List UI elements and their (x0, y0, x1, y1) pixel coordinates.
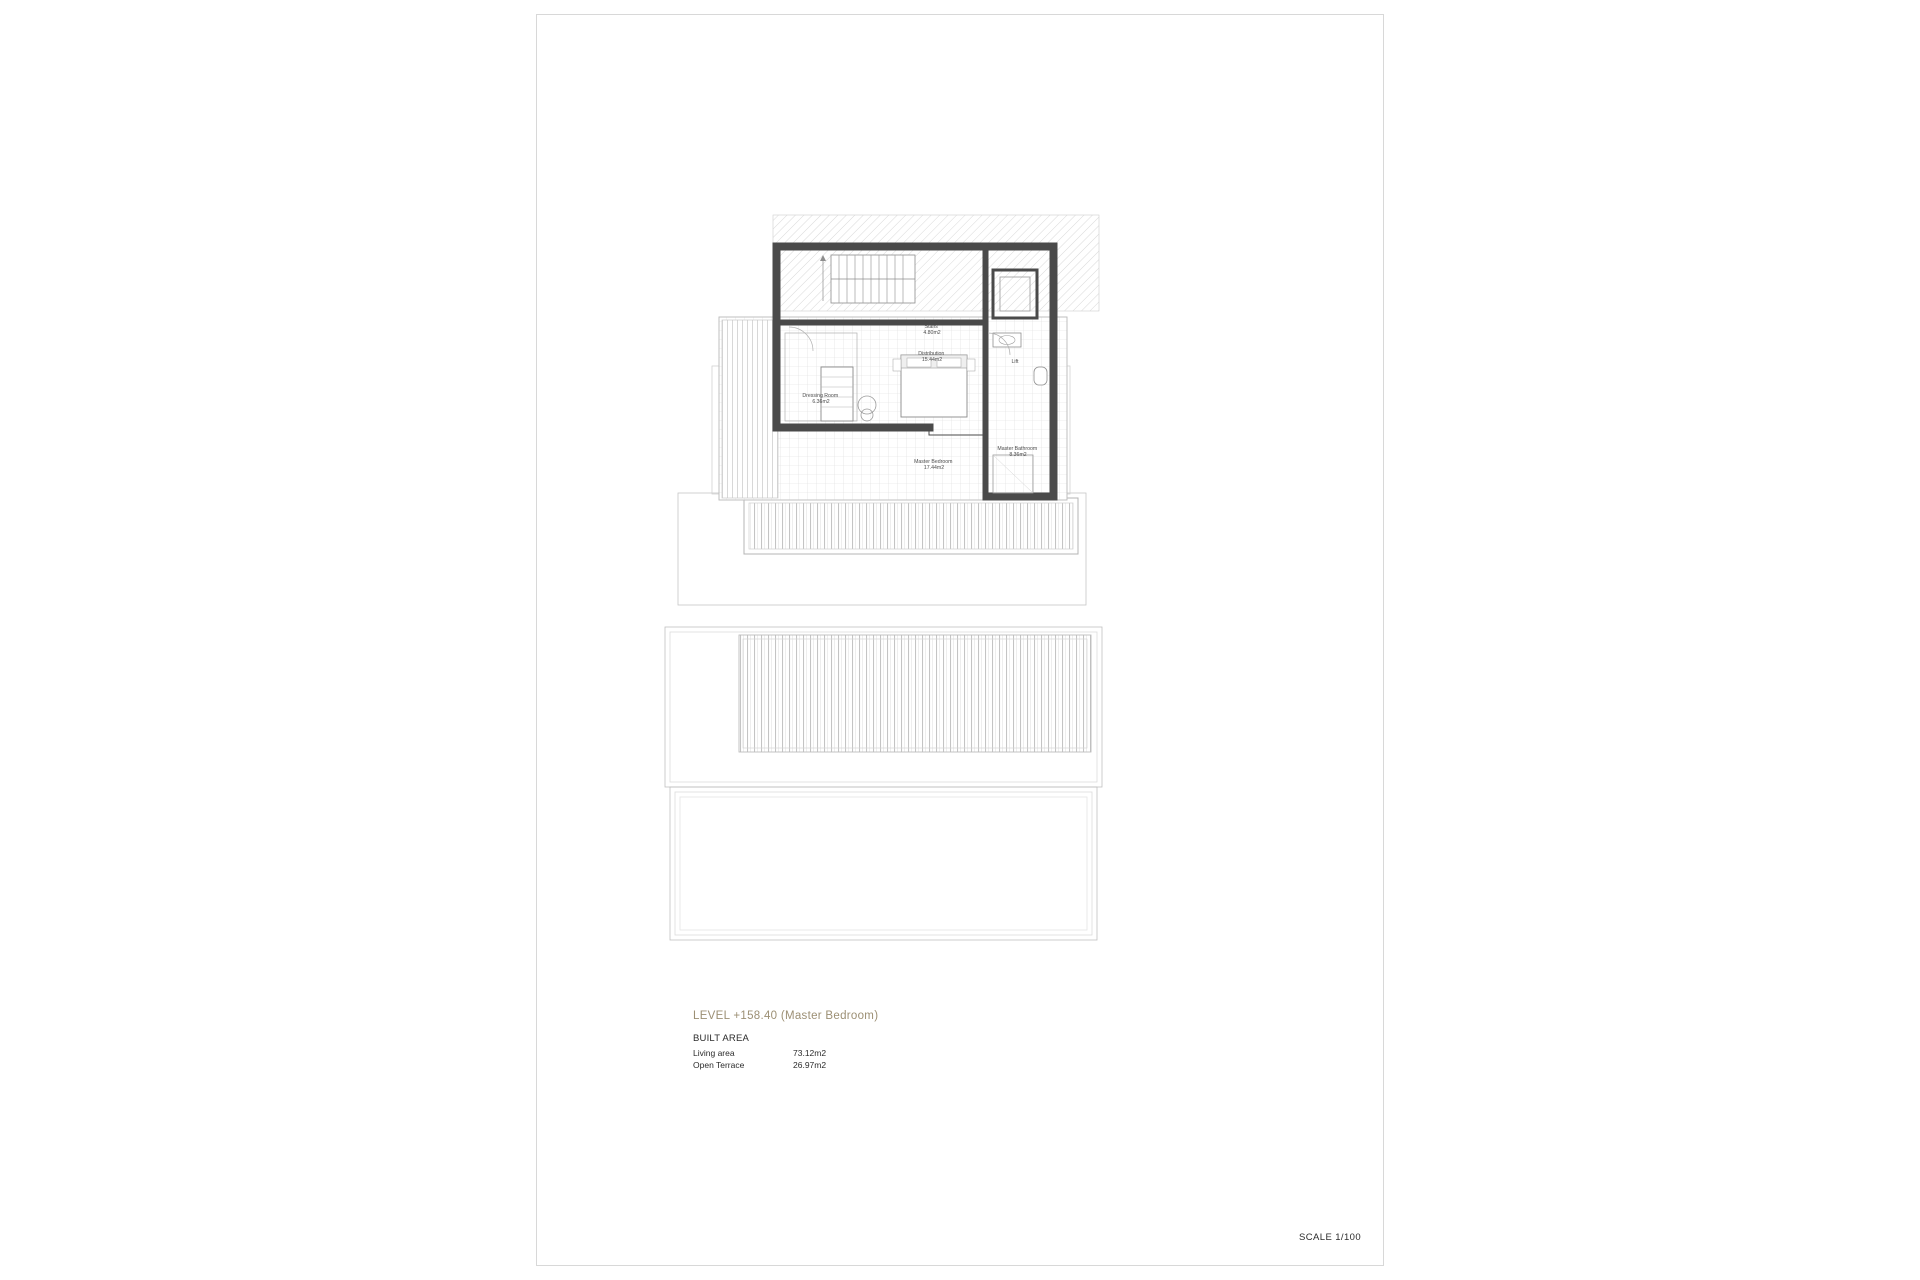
room-label-distribution (918, 351, 945, 363)
room-name: Distribution (918, 351, 945, 357)
staircase (820, 255, 915, 303)
room-name: Stairs (924, 324, 938, 330)
built-area-heading: BUILT AREA (693, 1033, 750, 1044)
area-value: 26.97m2 (793, 1060, 827, 1071)
area-row (693, 1059, 1023, 1071)
room-area: 15.44m2 (921, 357, 943, 363)
area-value: 73.12m2 (793, 1048, 827, 1058)
scale-note: SCALE 1/100 (1299, 1232, 1361, 1243)
room-area: 4.80m2 (923, 330, 941, 336)
room-name: Master Bathroom (997, 446, 1038, 452)
level-title: LEVEL +158.40 (Master Bedroom) (693, 1010, 879, 1022)
area-label: Living area (693, 1048, 735, 1058)
room-label-lift (1012, 359, 1019, 365)
pergola-lower (739, 635, 1091, 752)
room-label-stairs (923, 324, 940, 336)
terrace-slat-strip (722, 320, 778, 498)
room-name: Master Bedroom (914, 459, 953, 465)
room-name: Dressing Room (802, 393, 839, 399)
room-area: 8.36m2 (1009, 452, 1027, 458)
bed-furniture (893, 355, 975, 417)
pergola-upper (744, 498, 1078, 554)
area-row (693, 1047, 1023, 1059)
area-label: Open Terrace (693, 1060, 745, 1071)
room-area: 17.44m2 (923, 465, 945, 471)
floor-plan-drawing (537, 15, 1385, 1267)
room-name: Lift (1011, 359, 1019, 365)
titleblock (693, 1010, 1023, 1071)
drawing-sheet (536, 14, 1384, 1266)
room-area: 6.36m2 (812, 399, 830, 405)
